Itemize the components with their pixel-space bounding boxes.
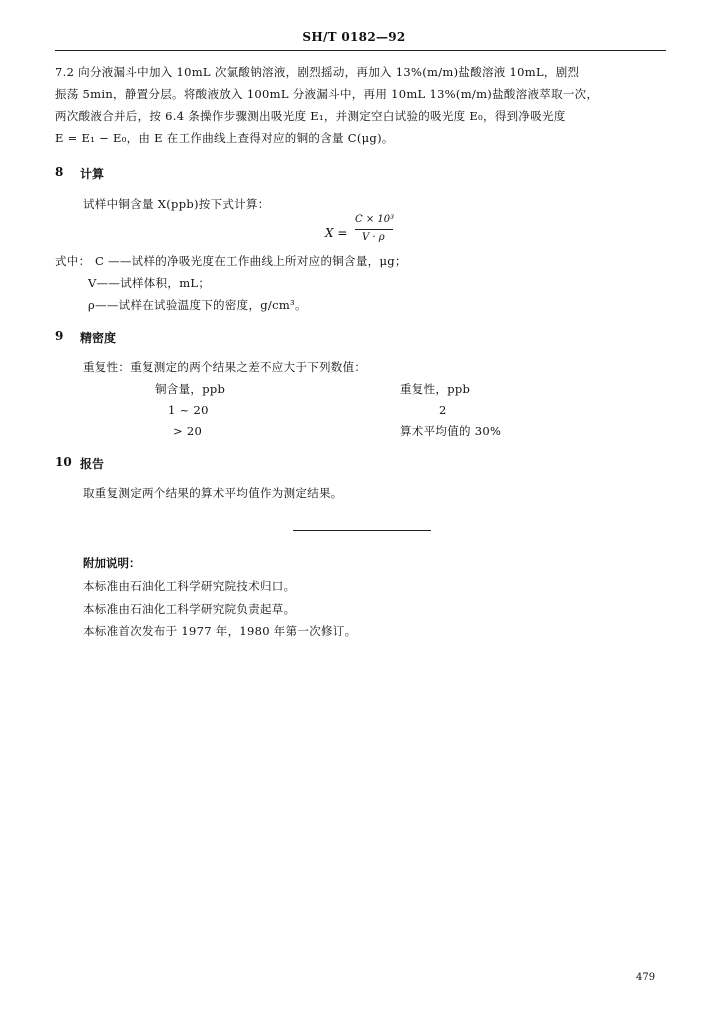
sec8-title: 计算 — [80, 167, 105, 181]
precision-row1-range: 1 ~ 20 — [168, 403, 209, 417]
precision-col2-header: 重复性，ppb — [400, 382, 471, 396]
sec10-title: 报告 — [80, 457, 105, 471]
formula-lhs: X = — [325, 226, 348, 240]
sec10-text: 取重复测定两个结果的算术平均值作为测定结果。 — [83, 486, 343, 500]
sec9-intro: 重复性：重复测定的两个结果之差不应大于下列数值： — [83, 360, 367, 374]
sec9-title: 精密度 — [80, 331, 117, 345]
sec8-intro: 试样中铜含量 X(ppb)按下式计算： — [83, 197, 270, 211]
where-label: 式中： — [55, 254, 91, 268]
sec7-line1: 7.2 向分液漏斗中加入 10mL 次氯酸钠溶液，剧烈摇动，再加入 13%(m/m)盐酸溶液 10mL，剧烈 — [55, 65, 580, 79]
notes-line2: 本标准由石油化工科学研究院负责起草。 — [83, 602, 296, 616]
sec7-line4: E = E₁ − E₀，由 E 在工作曲线上查得对应的铜的含量 C(μg)。 — [55, 131, 394, 145]
notes-title: 附加说明： — [83, 556, 141, 570]
sec7-line2: 振荡 5min，静置分层。将酸液放入 100mL 分液漏斗中，再用 10mL 13%(m/m)盐酸溶液萃取一次， — [55, 87, 599, 101]
sec9-number: 9 — [55, 329, 64, 343]
fraction-bar — [355, 229, 393, 230]
header-rule — [55, 50, 666, 51]
where-v: V——试样体积，mL； — [88, 276, 211, 290]
sec8-number: 8 — [55, 165, 64, 179]
sec7-line3: 两次酸液合并后，按 6.4 条操作步骤测出吸光度 E₁，并测定空白试验的吸光度 E₀，得到净吸光度 — [55, 109, 566, 123]
formula-numerator: C × 10³ — [355, 214, 395, 225]
end-separator — [293, 530, 431, 531]
precision-row1-value: 2 — [439, 403, 447, 417]
formula-denominator: V · ρ — [362, 232, 385, 243]
page-number: 479 — [636, 972, 656, 983]
notes-line3: 本标准首次发布于 1977 年，1980 年第一次修订。 — [83, 624, 357, 638]
precision-col1-header: 铜含量，ppb — [155, 382, 226, 396]
precision-row2-value: 算术平均值的 30% — [400, 424, 502, 438]
document-header: SH/T 0182—92 — [302, 30, 406, 44]
precision-row2-range: > 20 — [173, 424, 203, 438]
where-c: C ——试样的净吸光度在工作曲线上所对应的铜含量，μg； — [95, 254, 407, 268]
where-rho: ρ——试样在试验温度下的密度，g/cm³。 — [88, 298, 307, 312]
notes-line1: 本标准由石油化工科学研究院技术归口。 — [83, 579, 296, 593]
sec10-number: 10 — [55, 455, 72, 469]
